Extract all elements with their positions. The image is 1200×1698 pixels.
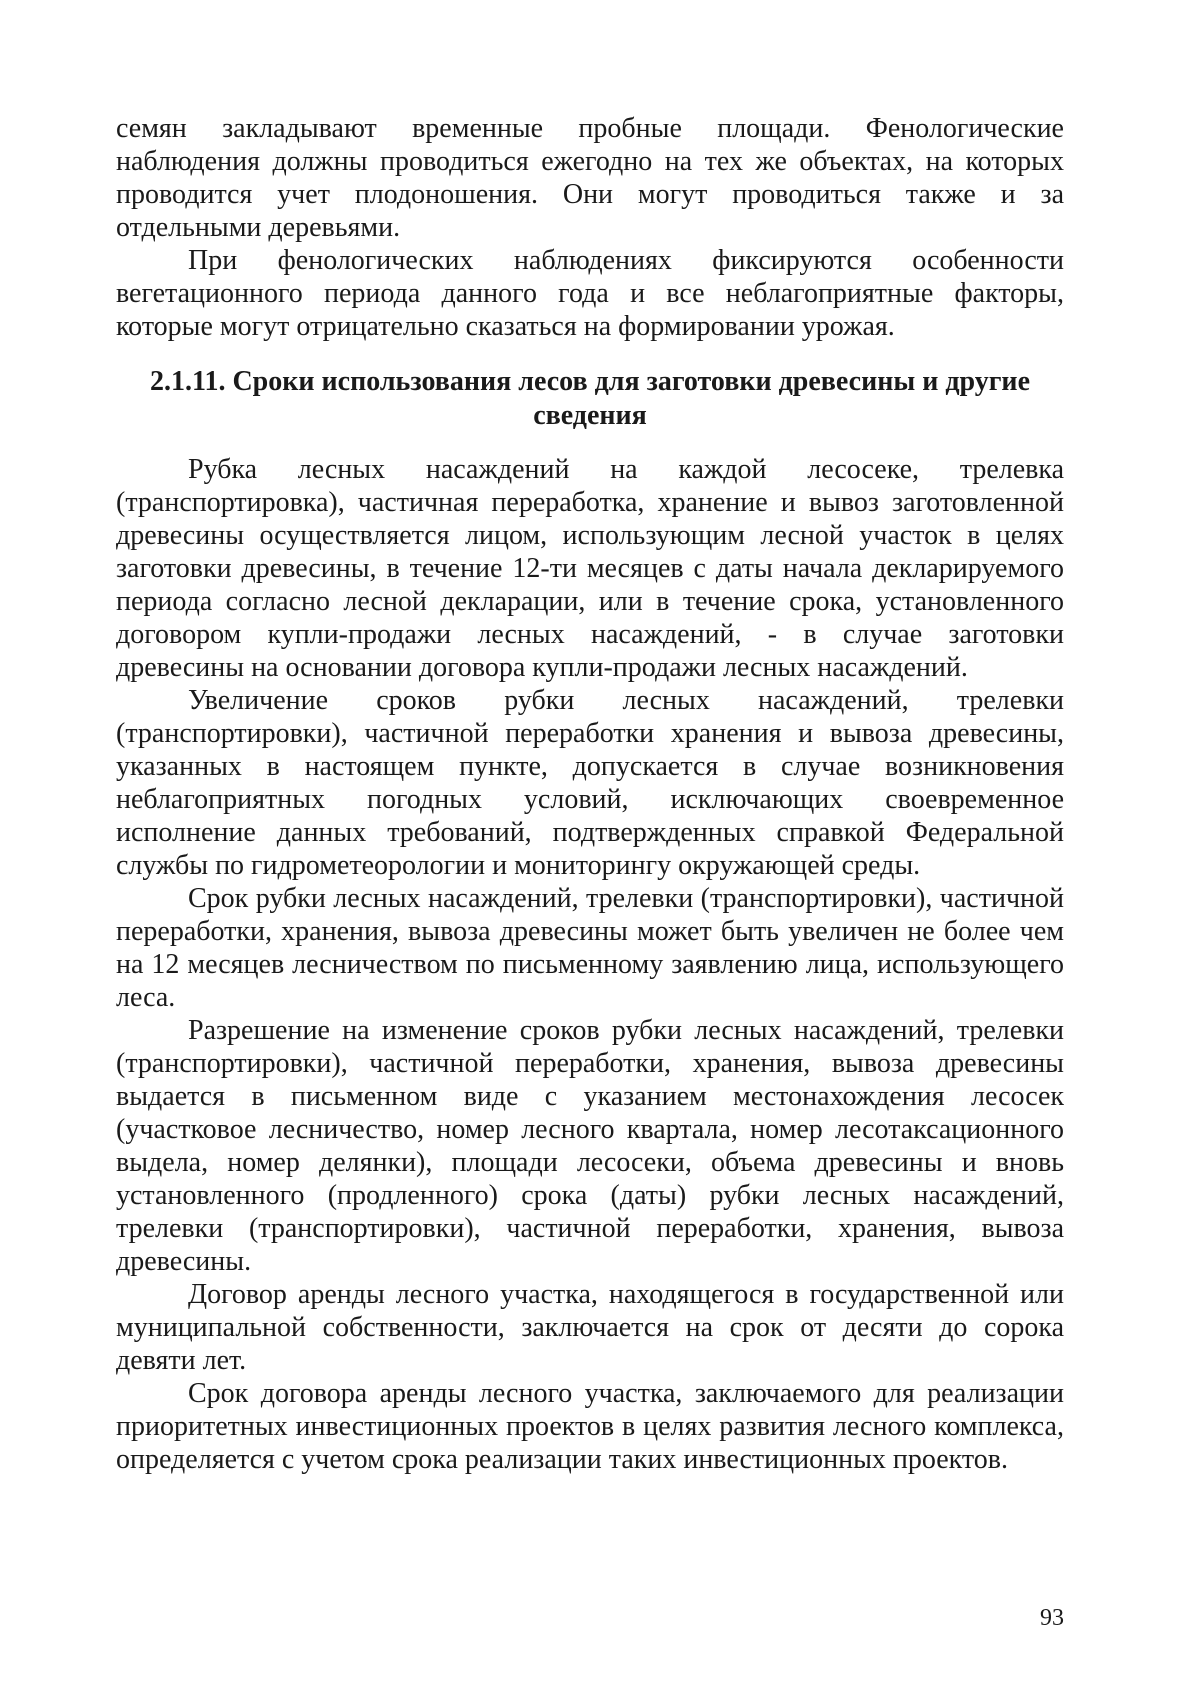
paragraph-permission: Разрешение на изменение сроков рубки лесных насаждений, трелевки (транспортировки), частичной переработки, хранения, вывоза древесины выдается в письменном виде с указанием местонахождения лесосек (участковое лесничество, номер лесного квартала, номер лесотаксационного выдела, номер делянки), площади лесосеки, объема древесины и вновь установленного (продленного) срока (даты) рубки лесных насаждений, трелевки (транспортировки), частичной переработки, хранения, вывоза древесины.: [116, 1015, 1064, 1277]
document-page: [116, 112, 1064, 1476]
paragraph-investment-projects: Срок договора аренды лесного участка, заключаемого для реализации приоритетных инвестиционных проектов в целях развития лесного комплекса, определяется с учетом срока реализации таких инвестиционных проектов.: [116, 1378, 1064, 1475]
section-heading-line-1: 2.1.11. Сроки использования лесов для заготовки древесины и другие: [150, 366, 1030, 397]
paragraph-extension-12-months: Срок рубки лесных насаждений, трелевки (транспортировки), частичной переработки, хранения, вывоза древесины может быть увеличен не более чем на 12 месяцев лесничеством по письменному заявлению лица, использующего леса.: [116, 883, 1064, 1013]
paragraph-lease-term: Договор аренды лесного участка, находящегося в государственной или муниципальной собственности, заключается на срок от десяти до сорока девяти лет.: [116, 1279, 1064, 1376]
section-heading-line-2: сведения: [533, 400, 647, 431]
section-heading: [116, 365, 1064, 433]
paragraph-extension-weather: Увеличение сроков рубки лесных насаждений, трелевки (транспортировки), частичной переработки хранения и вывоза древесины, указанных в настоящем пункте, допускается в случае возникновения неблагоприятных погодных условий, исключающих своевременное исполнение данных требований, подтвержденных справкой Федеральной службы по гидрометеорологии и мониторингу окружающей среды.: [116, 685, 1064, 881]
paragraph-logging-terms: Рубка лесных насаждений на каждой лесосеке, трелевка (транспортировка), частичная переработка, хранение и вывоз заготовленной древесины осуществляется лицом, использующим лесной участок в целях заготовки древесины, в течение 12-ти месяцев с даты начала декларируемого периода согласно лесной декларации, или в течение срока, установленного договором купли-продажи лесных насаждений, - в случае заготовки древесины на основании договора купли-продажи лесных насаждений.: [116, 454, 1064, 683]
paragraph-phenology: При фенологических наблюдениях фиксируются особенности вегетационного периода данного года и все неблагоприятные факторы, которые могут отрицательно сказаться на формировании урожая.: [116, 245, 1064, 342]
paragraph-continuation: семян закладывают временные пробные площади. Фенологические наблюдения должны проводиться ежегодно на тех же объектах, на которых проводится учет плодоношения. Они могут проводиться также и за отдельными деревьями.: [116, 113, 1064, 243]
page-number: 93: [1040, 1605, 1064, 1631]
